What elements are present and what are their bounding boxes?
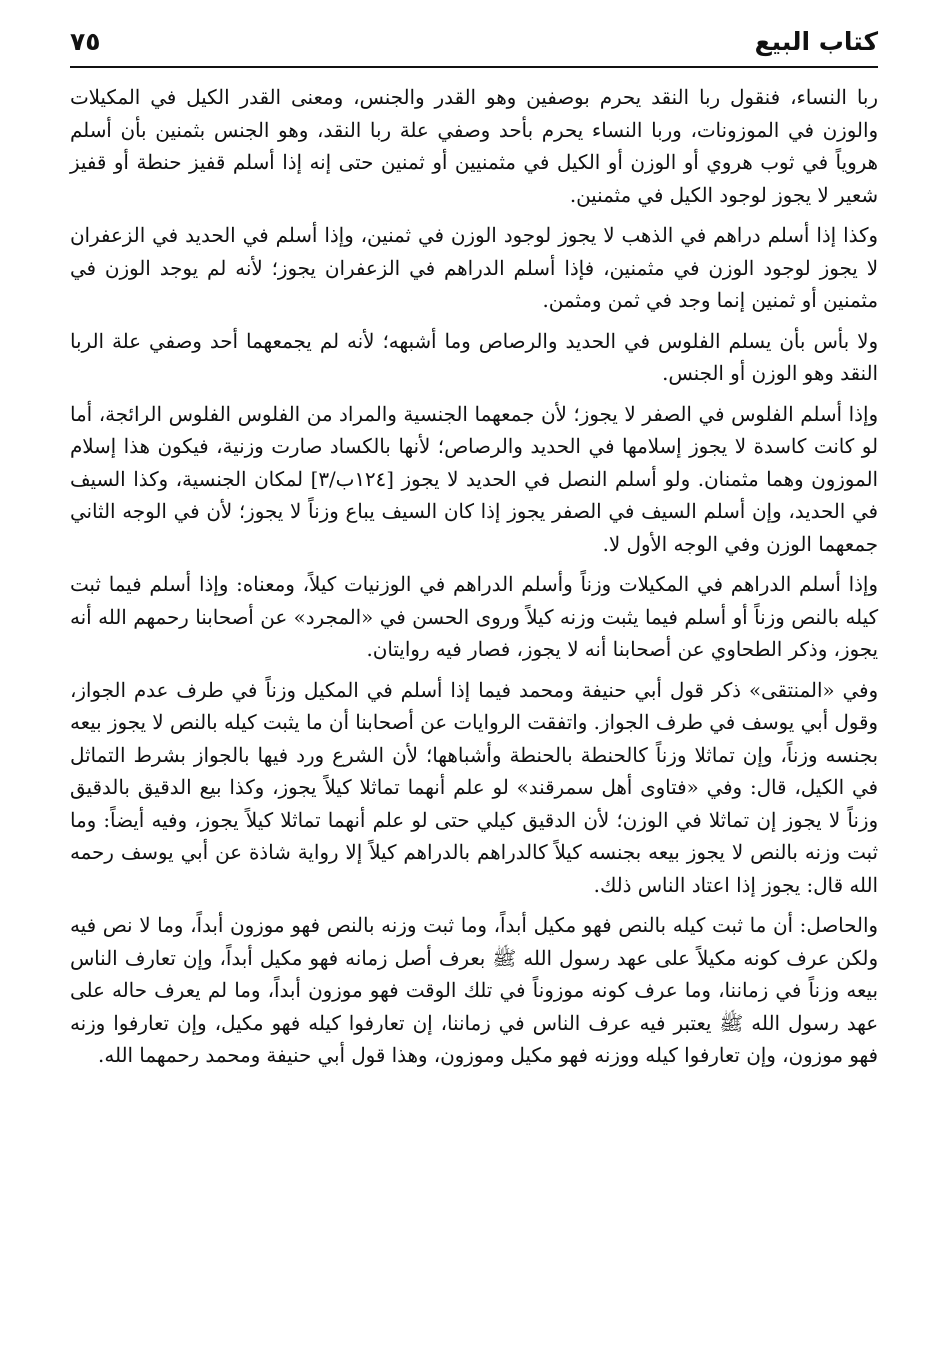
running-header — [70, 22, 878, 62]
paragraph: والحاصل: أن ما ثبت كيله بالنص فهو مكيل أبداً، وما ثبت وزنه بالنص فهو موزون أبداً، وما لا نص فيه ولكن عرف كونه مكيلاً على عهد رسول الله ﷺ بعرف أصل زمانه فهو مكيل أبداً، وإن تعارف الناس بيعه وزناً في زماننا، وما عرف كونه موزوناً في تلك الوقت فهو موزون أبداً، وما لم يعرف حاله على عهد رسول الله ﷺ يعتبر فيه عرف الناس في زماننا، إن تعارفوا كيله فهو مكيل، وإن تعارفوا وزنه فهو موزون، وإن تعارفوا كيله ووزنه فهو مكيل وموزون، وهذا قول أبي حنيفة ومحمد رحمهما الله. — [70, 914, 878, 1067]
paragraph: ولا بأس بأن يسلم الفلوس في الحديد والرصاص وما أشبهه؛ لأنه لم يجمعهما أحد وصفي علة الربا النقد وهو الوزن أو الجنس. — [70, 329, 878, 385]
paragraph: وكذا إذا أسلم دراهم في الذهب لا يجوز لوجود الوزن في ثمنين، وإذا أسلم في الحديد في الزعفران لا يجوز لوجود الوزن في مثمنين، فإذا أسلم الدراهم في الزعفران يجوز؛ لأنه لم يوجد الوزن في مثمنين أو ثمنين إنما وجد في ثمن ومثمن. — [70, 224, 878, 312]
header-rule — [70, 66, 878, 68]
paragraph: وإذا أسلم الدراهم في المكيلات وزناً وأسلم الدراهم في الوزنيات كيلاً، ومعناه: وإذا أسلم فيما ثبت كيله بالنص وزناً أو أسلم فيما يثبت وزنه كيلاً وروى الحسن في «المجرد» عن أصحابنا رحمهم الله أنه يجوز، وذكر الطحاوي عن أصحابنا أنه لا يجوز، فصار فيه روايتان. — [70, 573, 878, 661]
body-text — [70, 82, 878, 1081]
book-title: كتاب البيع — [754, 27, 878, 56]
paragraph: ربا النساء، فنقول ربا النقد يحرم بوصفين وهو القدر والجنس، ومعنى القدر الكيل في المكيلات والوزن في الموزونات، وربا النساء يحرم بأحد وصفي علة ربا النقد، وهو الجنس بثمنين بأن أسلم هروياً في ثوب هروي أو الوزن أو الكيل في مثمنيين أو ثمنين حتى إنه إذا أسلم قفيز حنطة أو قفيز شعير لا يجوز لوجود الكيل في مثمنين. — [70, 86, 878, 207]
paragraph: وإذا أسلم الفلوس في الصفر لا يجوز؛ لأن جمعهما الجنسية والمراد من الفلوس الفلوس الرائجة، أما لو كانت كاسدة لا يجوز إسلامها في الحديد والرصاص؛ لأنها بالكساد صارت وزنية، فيكون هذا إسلام الموزون وهما مثمنان. ولو أسلم النصل في الحديد لا يجوز [١٢٤ب/٣] لمكان الجنسية، وكذا السيف في الحديد، وإن أسلم السيف في الصفر يجوز إذا كان السيف يباع وزناً لا يجوز؛ لأن في الوجه الثاني جمعهما الوزن وفي الوجه الأول لا. — [70, 402, 878, 556]
paragraph: وفي «المنتقى» ذكر قول أبي حنيفة ومحمد فيما إذا أسلم في المكيل وزناً في طرف عدم الجواز، وقول أبي يوسف في طرف الجواز. واتفقت الروايات عن أصحابنا أن ما يثبت كيله بالنص لا يجوز بيعه بجنسه وزناً، وإن تماثلا وزناً كالحنطة بالحنطة وأشباهها؛ لأن الشرع ورد فيها بالجواز بشرط التماثل في الكيل، قال: وفي «فتاوى أهل سمرقند» لو علم أنهما تماثلا كيلاً يجوز، وكذا بيع الدقيق بالدقيق وزناً لا يجوز إن تماثلا في الوزن؛ لأن الدقيق كيلي حتى لو علم أنهما تماثلا كيلاً يجوز، وفيه أيضاً: وما ثبت وزنه بالنص لا يجوز بيعه بجنسه كيلاً كالدراهم بالدراهم كيلاً إلا رواية شاذة عن أبي يوسف رحمه الله قال: يجوز إذا اعتاد الناس ذلك. — [70, 678, 878, 897]
page-number: ٧٥ — [70, 27, 101, 56]
